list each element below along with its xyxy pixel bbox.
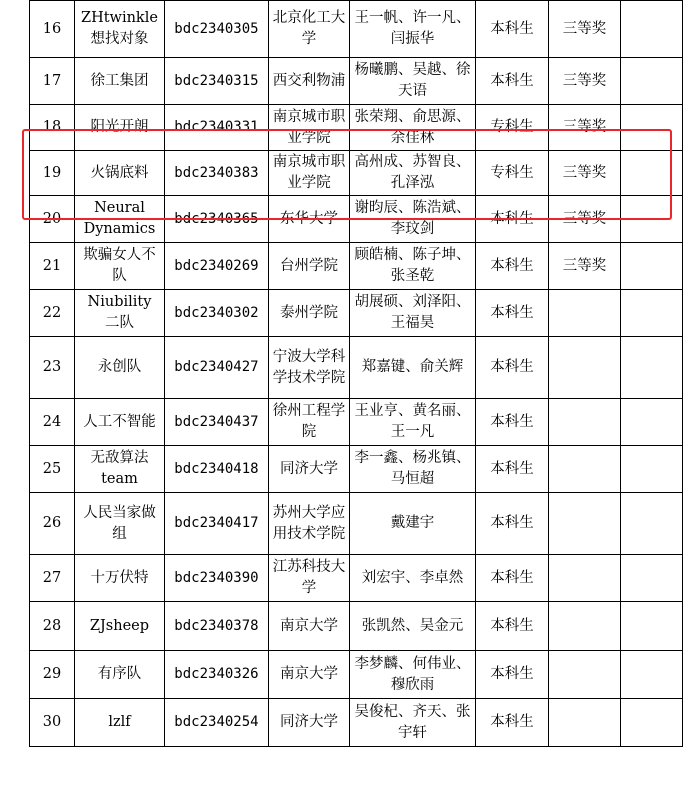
table-row <box>30 105 683 151</box>
team-id-cell: bdc2340315 <box>164 58 268 105</box>
team-name-cell: ZHtwinkle 想找对象 <box>75 1 165 58</box>
note-cell <box>620 105 682 151</box>
team-name-cell: 欺骗女人不队 <box>75 243 165 290</box>
table-row <box>30 399 683 446</box>
team-id-cell: bdc2340269 <box>164 243 268 290</box>
student-level-cell: 本科生 <box>475 1 548 58</box>
table-row <box>30 243 683 290</box>
team-id-cell: bdc2340302 <box>164 290 268 337</box>
members-cell: 谢昀辰、陈浩斌、李玟剑 <box>349 196 475 243</box>
table-row <box>30 446 683 493</box>
row-number-cell: 28 <box>30 602 75 651</box>
student-level-cell: 本科生 <box>475 493 548 555</box>
row-number-cell: 17 <box>30 58 75 105</box>
table-row <box>30 290 683 337</box>
award-cell <box>548 290 620 337</box>
team-id-cell: bdc2340365 <box>164 196 268 243</box>
members-cell: 李梦麟、何伟业、穆欣雨 <box>349 651 475 699</box>
note-cell <box>620 651 682 699</box>
award-cell <box>548 699 620 747</box>
team-id-cell: bdc2340331 <box>164 105 268 151</box>
student-level-cell: 本科生 <box>475 555 548 602</box>
row-number-cell: 19 <box>30 151 75 196</box>
student-level-cell: 专科生 <box>475 151 548 196</box>
team-id-cell: bdc2340417 <box>164 493 268 555</box>
table-row <box>30 196 683 243</box>
team-name-cell: 无敌算法 team <box>75 446 165 493</box>
members-cell: 吴俊杞、齐天、张宇轩 <box>349 699 475 747</box>
team-name-cell: 人工不智能 <box>75 399 165 446</box>
members-cell: 王一帆、许一凡、闫振华 <box>349 1 475 58</box>
note-cell <box>620 555 682 602</box>
award-cell <box>548 493 620 555</box>
team-name-cell: 火锅底料 <box>75 151 165 196</box>
members-cell: 高州成、苏智良、孔泽泓 <box>349 151 475 196</box>
school-cell: 江苏科技大学 <box>268 555 349 602</box>
table-row <box>30 493 683 555</box>
team-name-cell: 阳光开朗 <box>75 105 165 151</box>
award-cell: 三等奖 <box>548 243 620 290</box>
row-number-cell: 21 <box>30 243 75 290</box>
team-name-cell: Niubility 二队 <box>75 290 165 337</box>
members-cell: 刘宏宇、李卓然 <box>349 555 475 602</box>
note-cell <box>620 337 682 399</box>
note-cell <box>620 446 682 493</box>
award-cell <box>548 651 620 699</box>
note-cell <box>620 290 682 337</box>
row-number-cell: 22 <box>30 290 75 337</box>
team-id-cell: bdc2340390 <box>164 555 268 602</box>
student-level-cell: 本科生 <box>475 243 548 290</box>
school-cell: 南京大学 <box>268 651 349 699</box>
student-level-cell: 本科生 <box>475 58 548 105</box>
note-cell <box>620 243 682 290</box>
award-cell <box>548 399 620 446</box>
note-cell <box>620 58 682 105</box>
note-cell <box>620 602 682 651</box>
team-id-cell: bdc2340383 <box>164 151 268 196</box>
school-cell: 同济大学 <box>268 699 349 747</box>
row-number-cell: 26 <box>30 493 75 555</box>
members-cell: 张荣翔、俞思源、余佳林 <box>349 105 475 151</box>
team-name-cell: lzlf <box>75 699 165 747</box>
award-cell <box>548 555 620 602</box>
members-cell: 郑嘉键、俞关辉 <box>349 337 475 399</box>
note-cell <box>620 1 682 58</box>
school-cell: 东华大学 <box>268 196 349 243</box>
school-cell: 西交利物浦 <box>268 58 349 105</box>
row-number-cell: 18 <box>30 105 75 151</box>
members-cell: 李一鑫、杨兆镇、马恒超 <box>349 446 475 493</box>
team-id-cell: bdc2340326 <box>164 651 268 699</box>
members-cell: 张凯然、吴金元 <box>349 602 475 651</box>
student-level-cell: 本科生 <box>475 290 548 337</box>
student-level-cell: 本科生 <box>475 602 548 651</box>
award-cell <box>548 446 620 493</box>
note-cell <box>620 399 682 446</box>
table-row <box>30 151 683 196</box>
award-cell: 三等奖 <box>548 196 620 243</box>
student-level-cell: 本科生 <box>475 337 548 399</box>
row-number-cell: 25 <box>30 446 75 493</box>
student-level-cell: 本科生 <box>475 446 548 493</box>
team-name-cell: 十万伏特 <box>75 555 165 602</box>
student-level-cell: 本科生 <box>475 699 548 747</box>
table-body <box>30 1 683 747</box>
table-row <box>30 1 683 58</box>
team-name-cell: 人民当家做组 <box>75 493 165 555</box>
award-cell: 三等奖 <box>548 105 620 151</box>
award-table <box>29 0 683 747</box>
award-cell <box>548 602 620 651</box>
row-number-cell: 20 <box>30 196 75 243</box>
row-number-cell: 27 <box>30 555 75 602</box>
team-id-cell: bdc2340437 <box>164 399 268 446</box>
school-cell: 南京城市职业学院 <box>268 151 349 196</box>
team-id-cell: bdc2340378 <box>164 602 268 651</box>
table-row <box>30 699 683 747</box>
team-name-cell: ZJsheep <box>75 602 165 651</box>
school-cell: 同济大学 <box>268 446 349 493</box>
members-cell: 顾皓楠、陈子坤、张圣乾 <box>349 243 475 290</box>
row-number-cell: 24 <box>30 399 75 446</box>
note-cell <box>620 151 682 196</box>
school-cell: 徐州工程学院 <box>268 399 349 446</box>
school-cell: 泰州学院 <box>268 290 349 337</box>
school-cell: 南京城市职业学院 <box>268 105 349 151</box>
team-id-cell: bdc2340254 <box>164 699 268 747</box>
row-number-cell: 23 <box>30 337 75 399</box>
note-cell <box>620 493 682 555</box>
members-cell: 王业亨、黄名丽、王一凡 <box>349 399 475 446</box>
table-row <box>30 58 683 105</box>
school-cell: 苏州大学应用技术学院 <box>268 493 349 555</box>
school-cell: 台州学院 <box>268 243 349 290</box>
award-cell <box>548 337 620 399</box>
table-row <box>30 555 683 602</box>
team-name-cell: 有序队 <box>75 651 165 699</box>
table-row <box>30 602 683 651</box>
note-cell <box>620 196 682 243</box>
row-number-cell: 30 <box>30 699 75 747</box>
row-number-cell: 29 <box>30 651 75 699</box>
school-cell: 南京大学 <box>268 602 349 651</box>
student-level-cell: 本科生 <box>475 196 548 243</box>
school-cell: 北京化工大学 <box>268 1 349 58</box>
members-cell: 杨曦鹏、吴越、徐天语 <box>349 58 475 105</box>
team-id-cell: bdc2340427 <box>164 337 268 399</box>
student-level-cell: 本科生 <box>475 651 548 699</box>
team-name-cell: Neural Dynamics <box>75 196 165 243</box>
note-cell <box>620 699 682 747</box>
award-cell: 三等奖 <box>548 1 620 58</box>
team-id-cell: bdc2340305 <box>164 1 268 58</box>
student-level-cell: 本科生 <box>475 399 548 446</box>
team-id-cell: bdc2340418 <box>164 446 268 493</box>
student-level-cell: 专科生 <box>475 105 548 151</box>
table-row <box>30 651 683 699</box>
row-number-cell: 16 <box>30 1 75 58</box>
table-row <box>30 337 683 399</box>
award-cell: 三等奖 <box>548 58 620 105</box>
members-cell: 胡展硕、刘泽阳、王福昊 <box>349 290 475 337</box>
award-cell: 三等奖 <box>548 151 620 196</box>
team-name-cell: 永创队 <box>75 337 165 399</box>
members-cell: 戴建宇 <box>349 493 475 555</box>
school-cell: 宁波大学科学技术学院 <box>268 337 349 399</box>
team-name-cell: 徐工集团 <box>75 58 165 105</box>
